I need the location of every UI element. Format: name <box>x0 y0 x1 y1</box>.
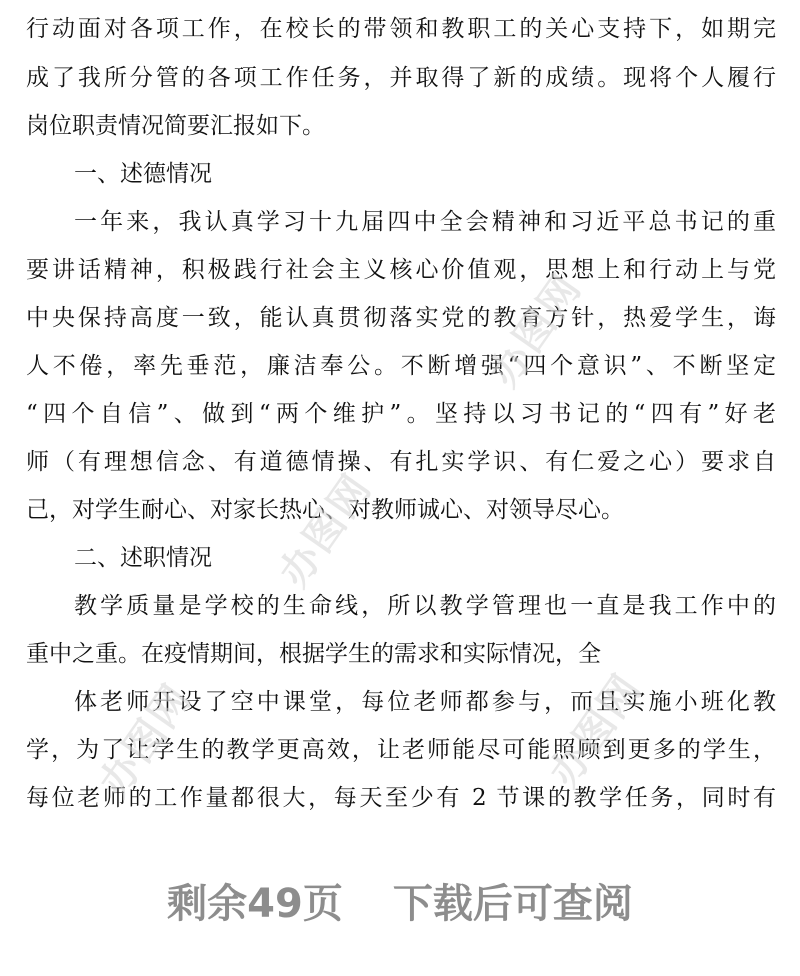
text-line: 重中之重。在疫情期间，根据学生的需求和实际情况，全 <box>26 641 601 667</box>
download-to-view-label[interactable]: 下载后可查阅 <box>392 881 633 927</box>
watermark: 办图网 <box>270 465 381 596</box>
text-line: 师（有理想信念、有道德情操、有扎实学识、有仁爱之心）要求自 <box>26 449 776 475</box>
text-line: 学，为了让学生的教学更高效，让老师能尽可能照顾到更多的学生， <box>26 737 776 763</box>
text-line: 岗位职责情况简要汇报如下。 <box>26 113 325 139</box>
text-line: 行动面对各项工作，在校长的带领和教职工的关心支持下，如期完 <box>26 16 776 42</box>
text-line: 己，对学生耐心、对家长热心、对教师诚心、对领导尽心。 <box>26 497 624 523</box>
watermark: 办图网 <box>90 675 201 806</box>
watermark: 办图网 <box>480 265 591 396</box>
text-line: 人不倦，率先垂范，廉洁奉公。不断增强“四个意识”、不断坚定 <box>26 353 776 379</box>
text-line: 教学质量是学校的生命线，所以教学管理也一直是我工作中的 <box>74 593 776 619</box>
watermark: 办图网 <box>540 665 651 796</box>
text-line: 要讲话精神，积极践行社会主义核心价值观，思想上和行动上与党 <box>26 257 776 283</box>
text-line: 中央保持高度一致，能认真贯彻落实党的教育方针，热爱学生，诲 <box>26 305 776 331</box>
text-line: 成了我所分管的各项工作任务，并取得了新的成绩。现将个人履行 <box>26 65 776 91</box>
text-line: 每位老师的工作量都很大，每天至少有 2 节课的教学任务，同时有 <box>26 785 776 811</box>
remaining-pages-label[interactable]: 剩余49页 <box>167 881 343 927</box>
text-line: 体老师开设了空中课堂，每位老师都参与，而且实施小班化教 <box>74 689 776 715</box>
text-line: 一年来，我认真学习十九届四中全会精神和习近平总书记的重 <box>74 209 776 235</box>
download-prompt[interactable] <box>0 864 800 944</box>
text-line: “四个自信”、做到“两个维护”。坚持以习书记的“四有”好老 <box>26 401 776 427</box>
section-heading: 二、述职情况 <box>74 545 212 571</box>
section-heading: 一、述德情况 <box>74 161 212 187</box>
